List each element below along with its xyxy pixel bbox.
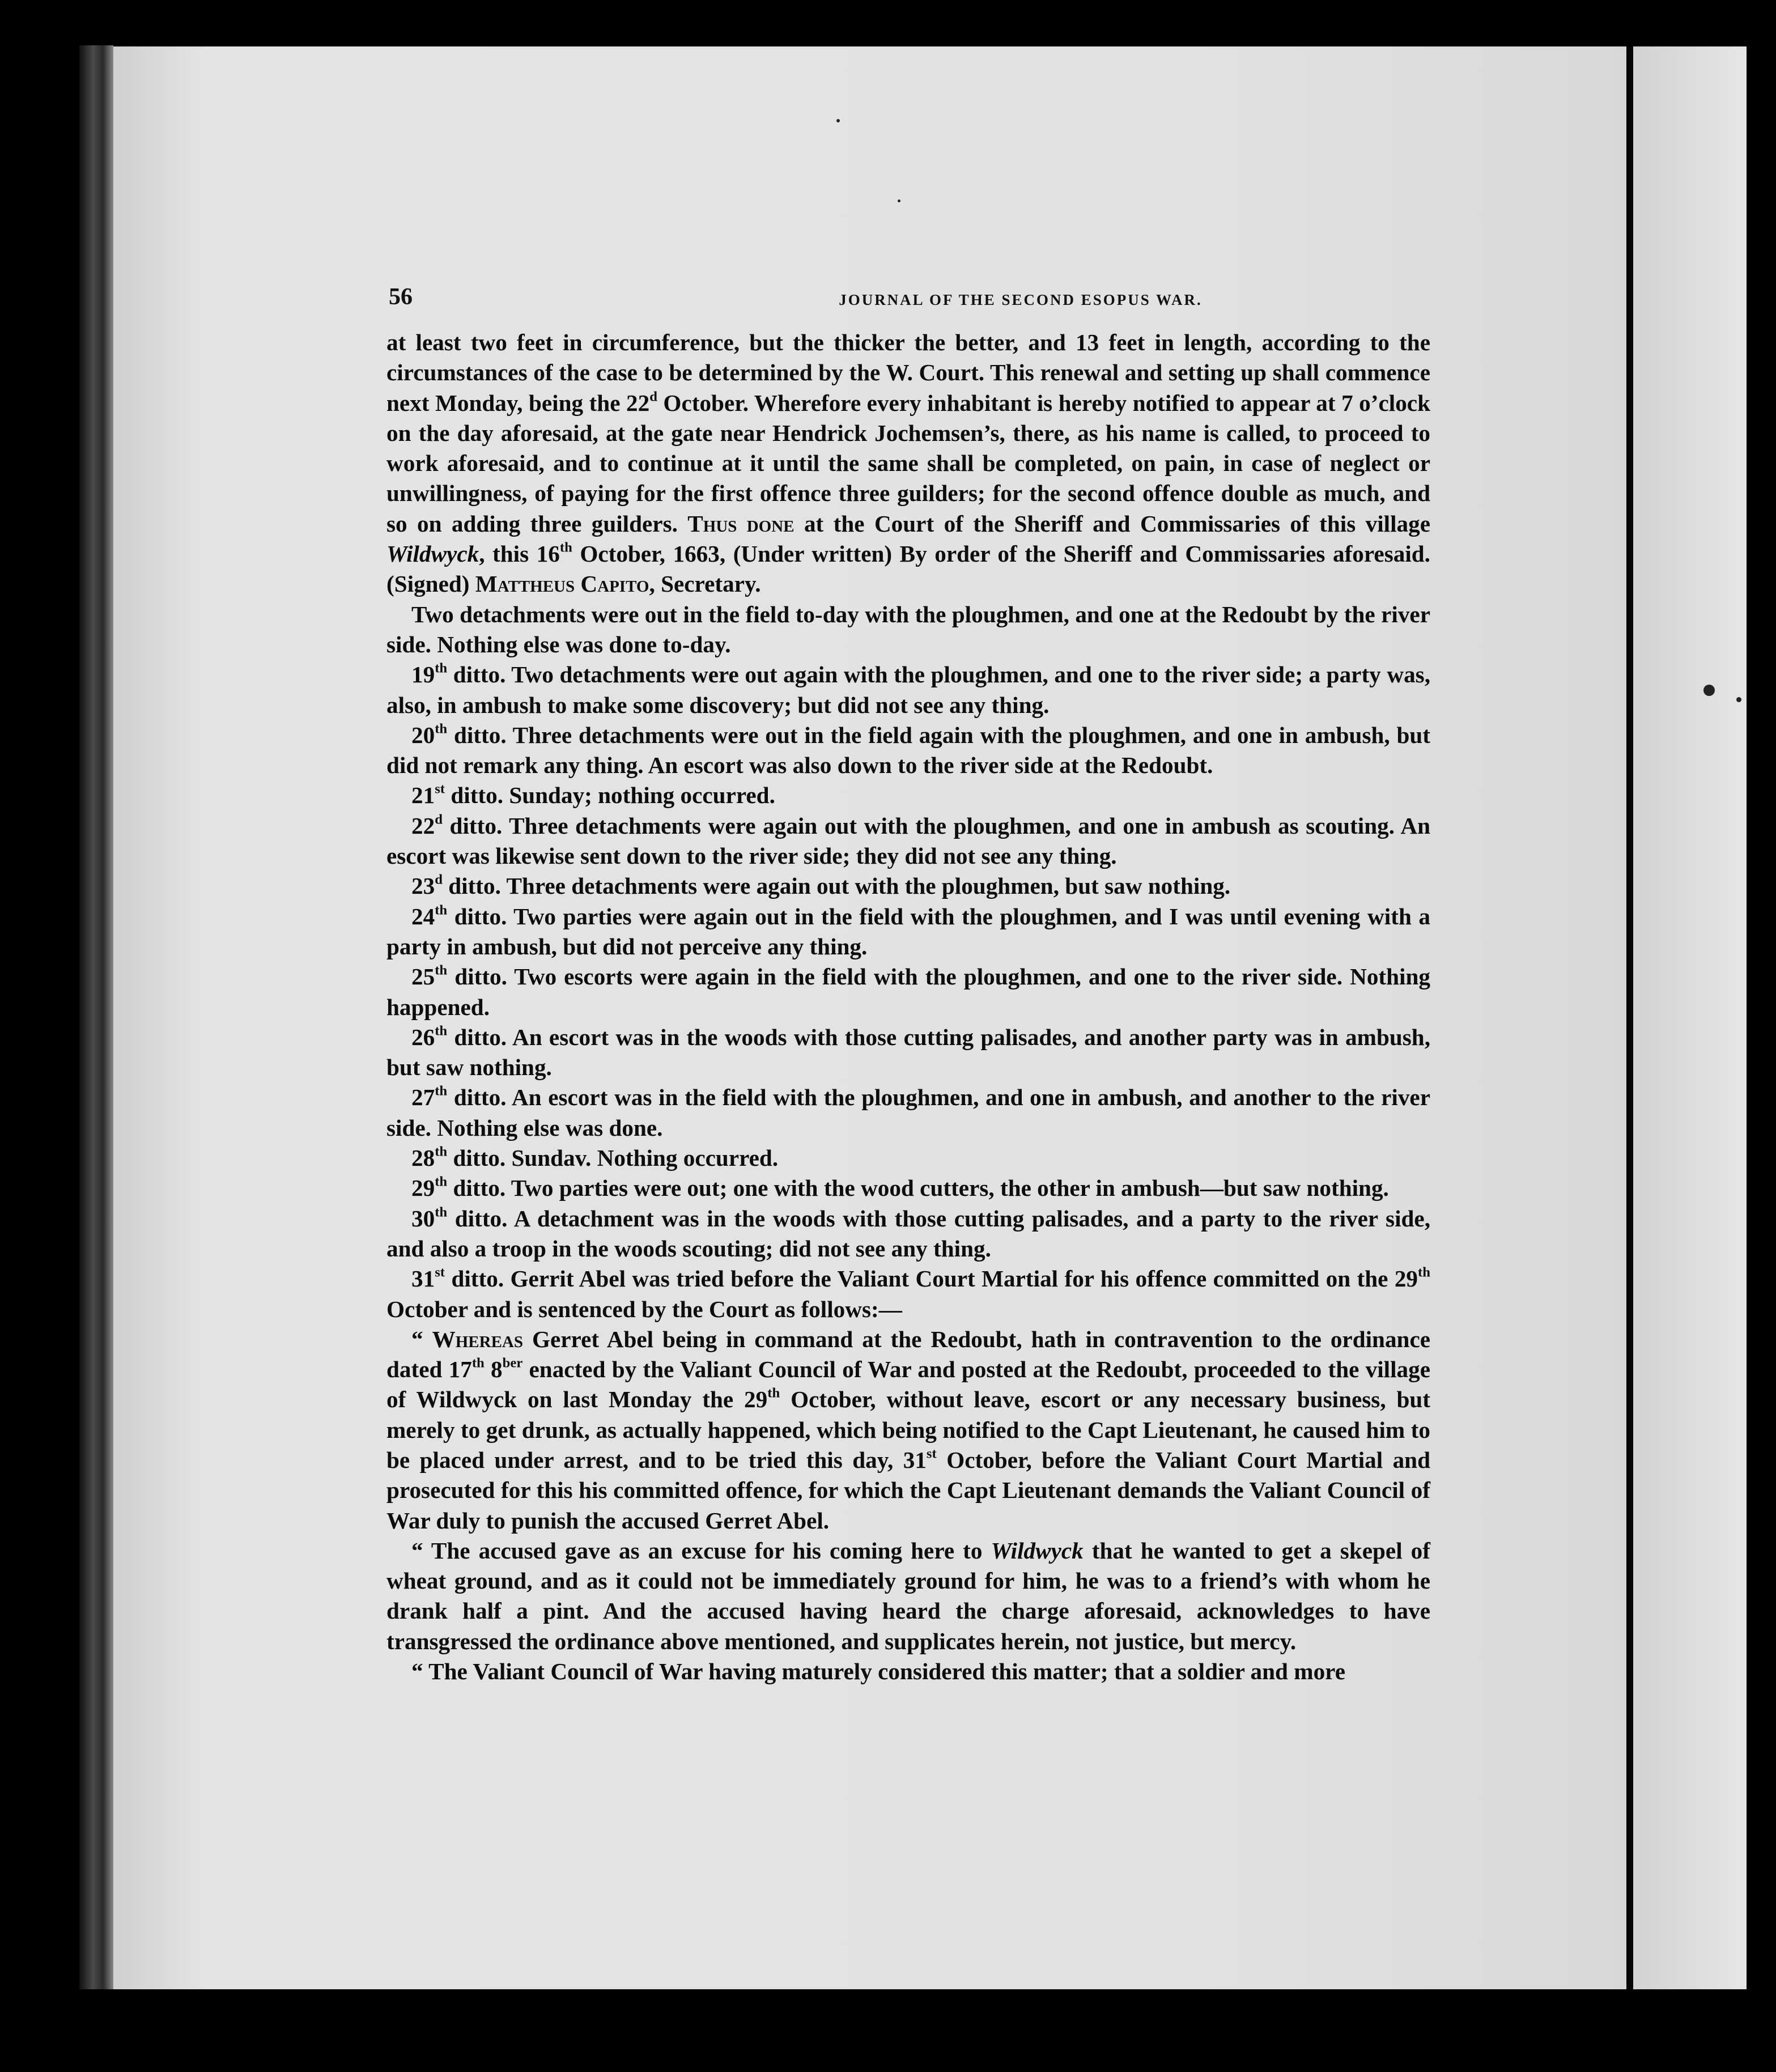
paragraph [386,1173,1430,1203]
text-run: 19 [411,661,435,688]
ordinal-superscript: th [435,902,448,918]
ordinal-superscript: th [1418,1264,1430,1280]
ordinal-superscript: th [471,1355,485,1371]
text-run: ditto. Two parties were again out in the field with the ploughmen, and I was until evening with a party in ambush, but did not perceive any thing. [386,903,1430,959]
text-run: ditto. Three detachments were out in the field again with the ploughmen, and one in ambush, but did not remark any thing. An escort was also down to the river side at the Redoubt. [386,721,1430,779]
text-run: 8 [484,1356,503,1383]
text-run: ditto. Three detachments were again out with the ploughmen, and one in ambush as scouting. An escort was likewise sent down to the river side; they did not see any thing. [386,812,1430,869]
facing-page-strip [1633,46,1747,1989]
text-run: ditto. Sunday; nothing occurred. [445,782,775,809]
text-run: October, 1663, (Under written) By order of the Sheriff and Commissaries aforesaid. (Signed) [386,541,1430,597]
paragraph [386,1022,1430,1083]
ordinal-superscript: th [435,1144,448,1160]
text-run: 29 [411,1175,435,1201]
italic-text: Wildwyck [386,541,479,567]
journal-body-text [386,328,1430,1687]
text-run: ditto. Two detachments were out again with the ploughmen, and one to the river side; a party was, also, in ambush to make some discovery; but did not see any thing. [386,661,1430,718]
book-edge-left [79,45,113,1989]
italic-text: Wildwyck [991,1537,1084,1564]
text-run: ditto. Sundav. Nothing occurred. [447,1145,779,1171]
text-run: October, without leave, escort or any necessary business, but merely to get drunk, as actually happened, which being notified to the Capt Lieutenant, he caused him to be placed under arrest, and to be tried this day, 31 [386,1386,1430,1473]
page-number: 56 [389,284,413,310]
paragraph [386,1324,1430,1536]
ordinal-superscript: d [435,872,443,888]
text-run: ditto. Three detachments were again out with the ploughmen, but saw nothing. [442,873,1231,899]
text-run: October. Wherefore every inhabitant is hereby notified to appear at 7 o’clock on the day aforesaid, at the gate near Hendrick Jochemsen’s, there, as his name is called, to proceed to work aforesaid, and to continue at it until the same shall be completed, on pain, in case of neglect or unwillingness, of paying for the first offence three guilders; for the second offence double as much, and so on adding three guilders. [386,389,1430,537]
text-run: ditto. Gerrit Abel was tried before the Valiant Court Martial for his offence committed on the 29 [445,1266,1418,1292]
paragraph [386,1657,1430,1687]
text-run: 25 [411,963,435,990]
paragraph [386,660,1430,720]
small-caps-text: Whereas [432,1326,523,1352]
scan-speck [1736,697,1741,702]
scan-speck [1703,685,1715,696]
text-run: ditto. Two parties were out; one with the wood cutters, the other in ambush—but saw nothing. [447,1175,1389,1201]
text-run: enacted by the Valiant Council of War and posted at the Redoubt, proceeded to the village of Wildwyck on last Monday the 29 [386,1356,1430,1413]
paragraph [386,871,1430,901]
running-head [389,283,1652,323]
paragraph [386,1143,1430,1173]
text-run: ditto. An escort was in the field with the ploughmen, and one in ambush, and another to the river side. Nothing else was done. [386,1084,1430,1141]
text-run: , Secretary. [649,571,761,597]
scan-speck [836,119,840,122]
text-run: Two detachments were out in the field to-day with the ploughmen, and one at the Redoubt by the river side. Nothing else was done to-day. [386,601,1430,657]
text-run: 24 [411,903,435,929]
ordinal-superscript: ber [502,1355,523,1371]
text-run: 26 [411,1024,435,1050]
text-run: 20 [411,721,435,748]
small-caps-text: Thus done [687,510,794,537]
text-run: that he wanted to get a skepel of wheat ground, and as it could not be immediately ground for him, he was to a friend’s with whom he drank half a pint. And the accused having heard the charge aforesaid, acknowledges to have transgressed the ordinance above mentioned, and supplicates herein, not justice, but mercy. [386,1537,1430,1654]
text-run: October and is sentenced by the Court as follows:— [386,1296,902,1322]
ordinal-superscript: st [435,1264,445,1280]
ordinal-superscript: d [435,812,443,827]
text-run: 30 [411,1205,435,1232]
text-run: , this 16 [479,541,560,567]
ordinal-superscript: th [767,1386,780,1402]
ordinal-superscript: th [435,1084,448,1099]
ordinal-superscript: th [435,1023,448,1039]
text-run: “ [411,1326,432,1352]
ordinal-superscript: th [435,1174,448,1190]
ordinal-superscript: st [435,782,445,797]
text-run: 28 [411,1145,435,1171]
paragraph [386,962,1430,1022]
text-run: October, before the Valiant Court Martial and prosecuted for this his committed offence, for which the Capt Lieutenant demands the Valiant Council of War duly to punish the accused Gerret Abel. [386,1446,1430,1534]
text-run: Gerret Abel being in command at the Redoubt, hath in contravention to the ordinance dated 17 [386,1326,1431,1383]
paragraph [386,1264,1430,1324]
text-run: ditto. An escort was in the woods with those cutting palisades, and another party was in ambush, but saw nothing. [386,1024,1430,1081]
paragraph [386,1082,1430,1143]
small-caps-text: Mattheus Capito [475,571,649,597]
ordinal-superscript: d [649,389,657,405]
text-run: 23 [411,873,435,899]
ordinal-superscript: th [435,962,448,978]
text-run: “ The accused gave as an excuse for his coming here to [411,1537,991,1564]
text-run: at least two feet in circumference, but the thicker the better, and 13 feet in length, according to the circumstances of the case to be determined by the W. Court. This renewal and setting up shall commence next Monday, being the 22 [386,329,1430,416]
ordinal-superscript: th [435,1204,448,1220]
text-run: 27 [411,1084,435,1111]
ordinal-superscript: th [435,721,448,737]
paragraph [386,780,1430,810]
scan-speck [898,199,900,202]
paragraph [386,1204,1430,1264]
paragraph [386,600,1430,660]
paragraph [386,328,1430,600]
text-run: “ The Valiant Council of War having maturely considered this matter; that a soldier and more [411,1658,1345,1685]
text-run: ditto. A detachment was in the woods with those cutting palisades, and a party to the river side, and also a troop in the woods scouting; did not see any thing. [386,1205,1430,1262]
ordinal-superscript: th [435,660,448,676]
paragraph [386,1536,1430,1657]
paragraph [386,720,1430,781]
ordinal-superscript: th [559,540,572,555]
text-run: 22 [411,812,435,839]
running-title: JOURNAL OF THE SECOND ESOPUS WAR. [839,291,1203,308]
text-run: 21 [411,782,435,809]
paragraph [386,902,1430,962]
page-gutter [1626,46,1633,1989]
text-run: ditto. Two escorts were again in the field with the ploughmen, and one to the river side. Nothing happened. [386,963,1430,1020]
text-run: at the Court of the Sheriff and Commissaries of this village [794,510,1430,537]
paragraph [386,811,1430,872]
text-run: 31 [411,1266,435,1292]
ordinal-superscript: st [926,1446,937,1462]
